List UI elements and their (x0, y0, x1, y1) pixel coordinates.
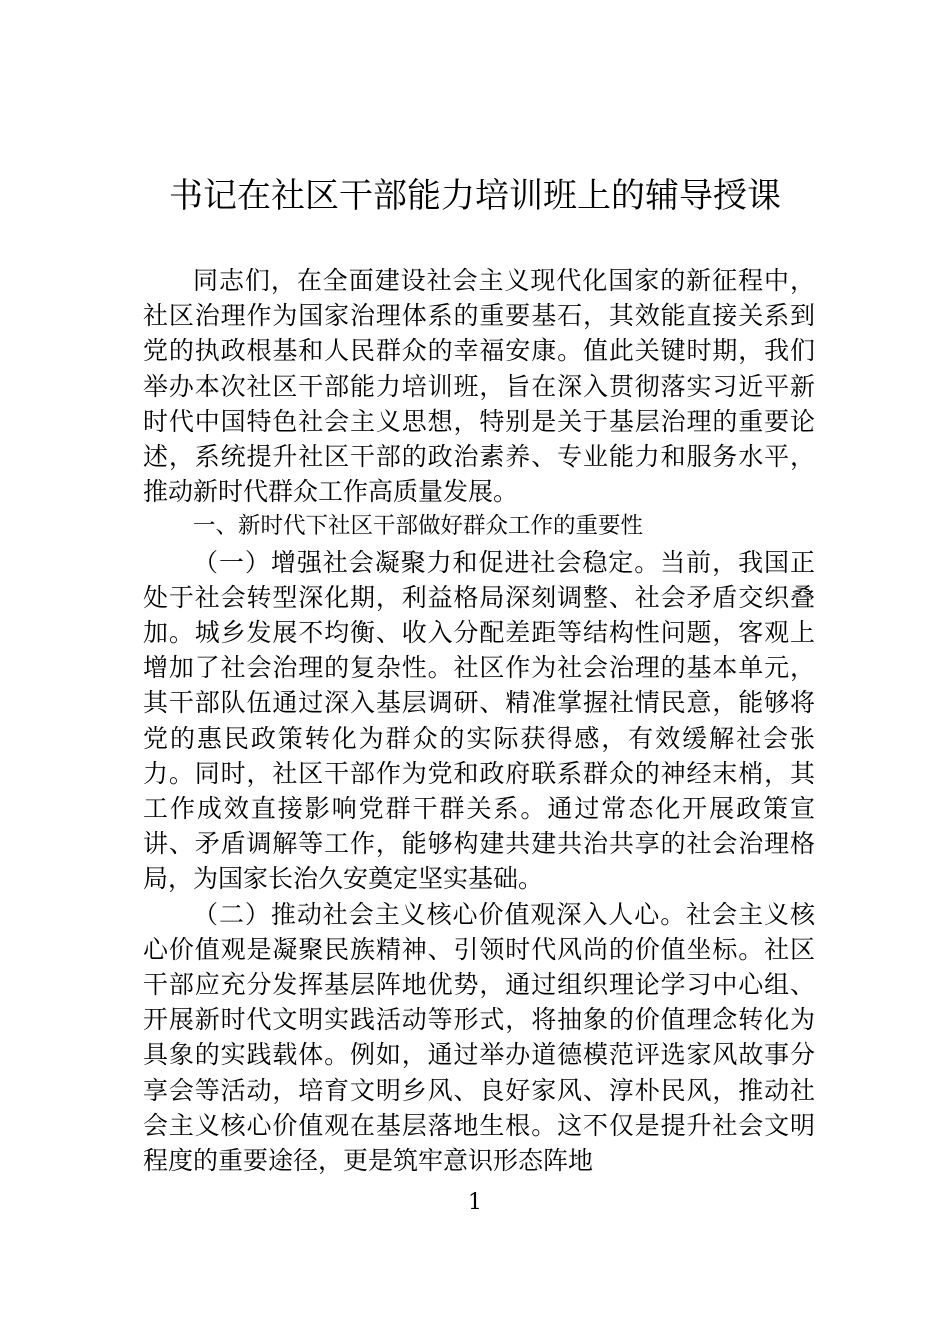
section-heading: 一、新时代下社区干部做好群众工作的重要性 (193, 513, 644, 540)
intro-paragraph: 同志们，在全面建设社会主义现代化国家的新征程中，社区治理作为国家治理体系的重要基石，其效能直接关系到党的执政根基和人民群众的幸福安康。值此关键时期，我们举办本次社区干部能力培训班，旨在深入贯彻落实习近平新时代中国特色社会主义思想，特别是关于基层治理的重要论述，系统提升社区干部的政治素养、专业能力和服务水平，推动新时代群众工作高质量发展。 (143, 266, 815, 507)
section-paragraph-2: （二）推动社会主义核心价值观深入人心。社会主义核心价值观是凝聚民族精神、引领时代风尚的价值坐标。社区干部应充分发挥基层阵地优势，通过组织理论学习中心组、开展新时代文明实践活动等形式，将抽象的价值理念转化为具象的实践载体。例如，通过举办道德模范评选家风故事分享会等活动，培育文明乡风、良好家风、淳朴民风，推动社会主义核心价值观在基层落地生根。这不仅是提升社会文明程度的重要途径，更是筑牢意识形态阵地 (143, 899, 815, 1176)
document-body (143, 263, 815, 1178)
page-number: 1 (468, 1190, 482, 1215)
document-title: 书记在社区干部能力培训班上的辅导授课 (169, 176, 781, 216)
section-paragraph-1: （一）增强社会凝聚力和促进社会稳定。当前，我国正处于社会转型深化期，利益格局深刻调整、社会矛盾交织叠加。城乡发展不均衡、收入分配差距等结构性问题，客观上增加了社会治理的复杂性。社区作为社会治理的基本单元，其干部队伍通过深入基层调研、精准掌握社情民意，能够将党的惠民政策转化为群众的实际获得感，有效缓解社会张力。同时，社区干部作为党和政府联系群众的神经末梢，其工作成效直接影响党群干群关系。通过常态化开展政策宣讲、矛盾调解等工作，能够构建共建共治共享的社会治理格局，为国家长治久安奠定坚实基础。 (143, 547, 815, 894)
